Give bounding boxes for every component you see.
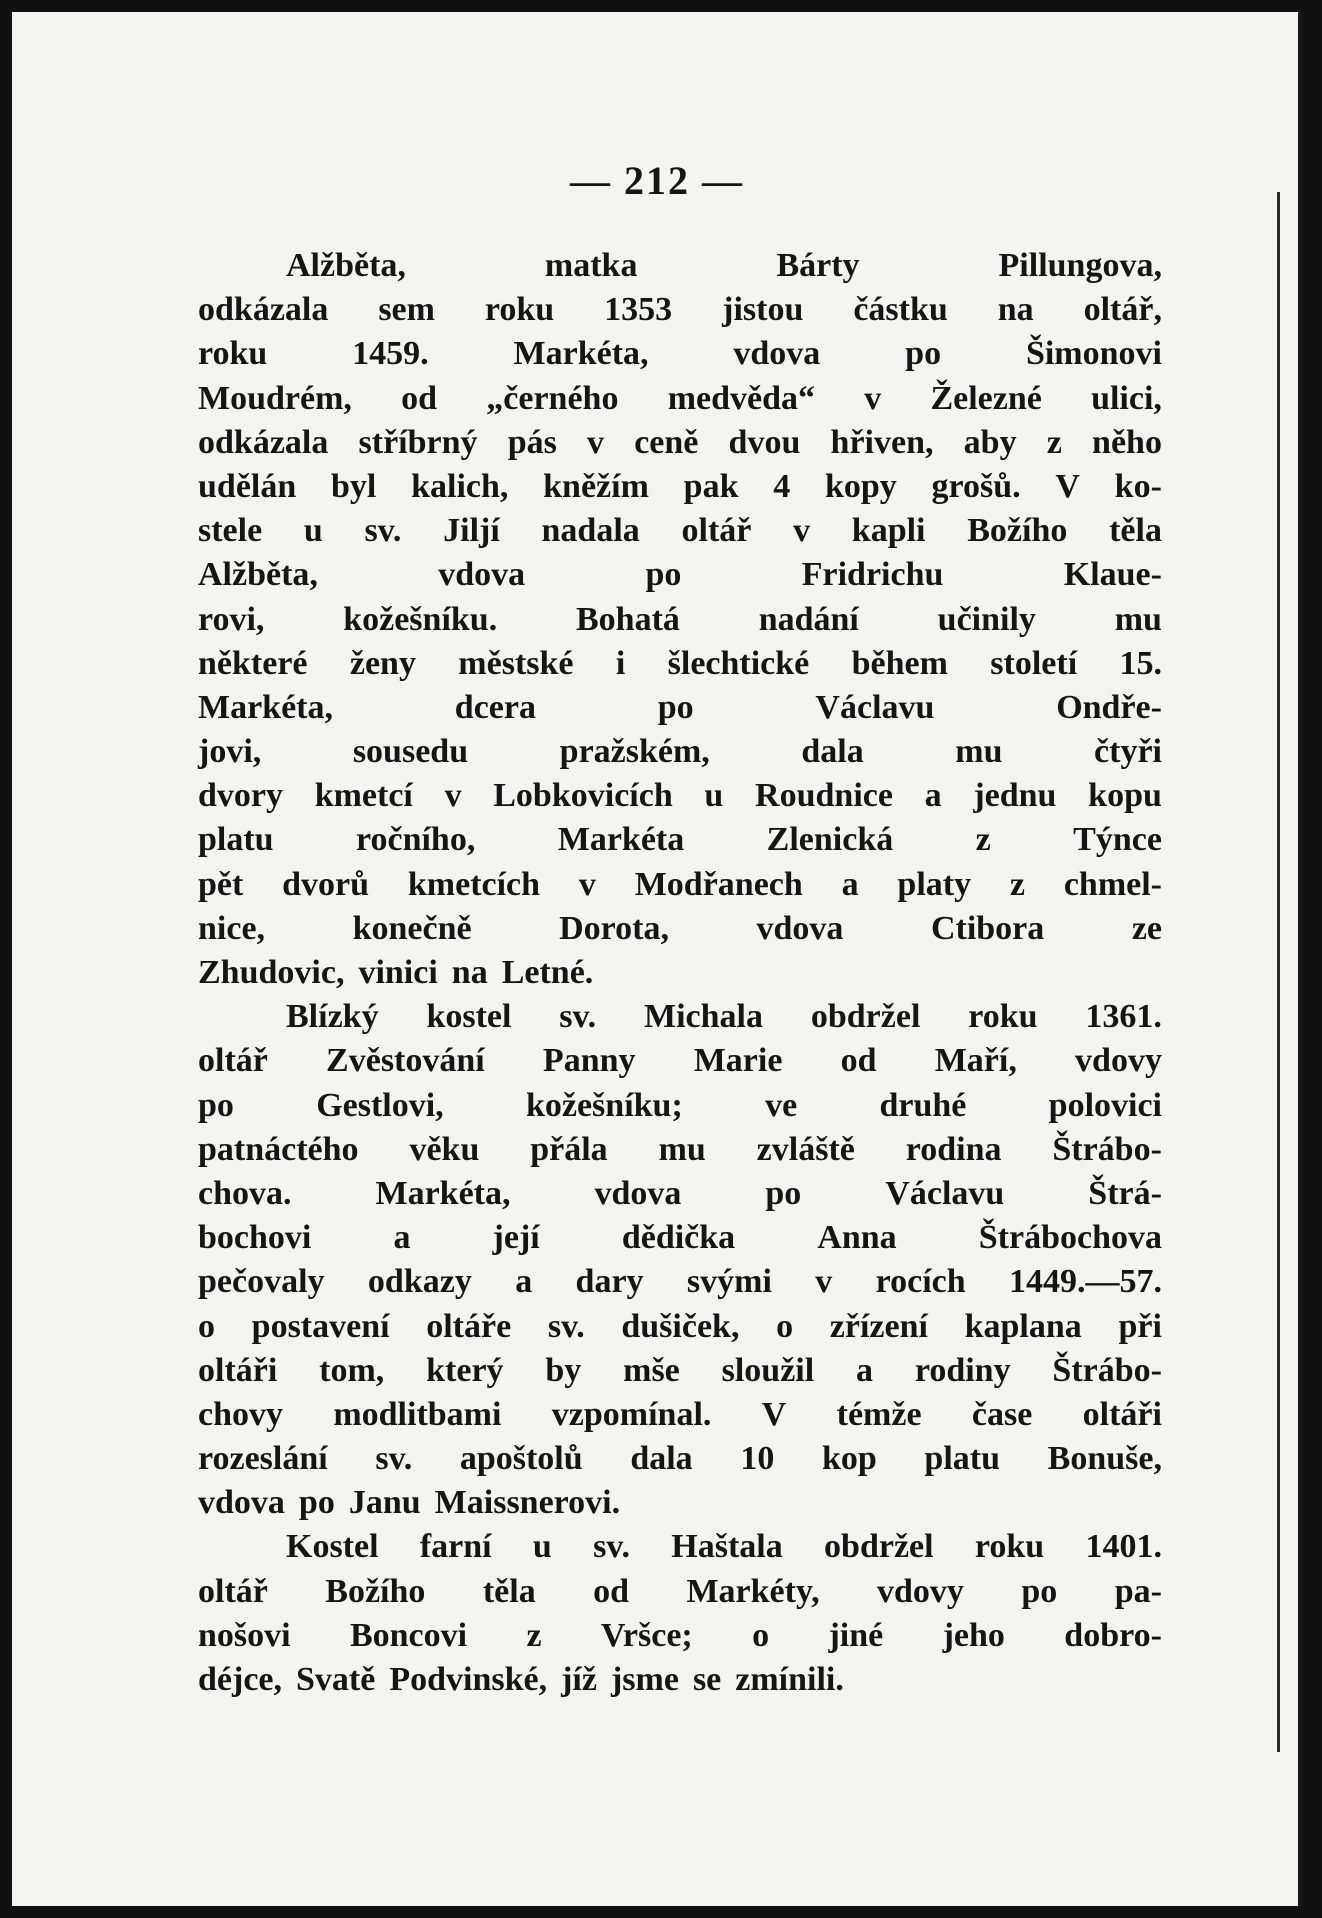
text-line: déjce, Svatě Podvinské, jíž jsme se zmínili. — [198, 1661, 844, 1698]
text-line: udělán byl kalich, kněžím pak 4 kopy grošů. V ko- — [198, 467, 1162, 505]
text-line: platu ročního, Markéta Zlenická z Týnce — [198, 821, 1162, 859]
text-line: chova. Markéta, vdova po Václavu Štrá- — [198, 1174, 1162, 1212]
text-line: nošovi Boncovi z Vršce; o jiné jeho dobro- — [198, 1616, 1162, 1654]
paragraph — [198, 995, 1162, 1525]
text-line: odkázala sem roku 1353 jistou částku na oltář, — [198, 291, 1162, 329]
paragraph — [198, 1525, 1162, 1702]
text-line: po Gestlovi, kožešníku; ve druhé polovici — [198, 1086, 1162, 1124]
text-line: patnáctého věku přála mu zvláště rodina Štrábo- — [198, 1130, 1162, 1168]
text-line: Zhudovic, vinici na Letné. — [198, 954, 594, 991]
text-line: dvory kmetcí v Lobkovicích u Roudnice a jednu kopu — [198, 777, 1162, 815]
text-line: o postavení oltáře sv. dušiček, o zřízení kaplana při — [198, 1307, 1162, 1345]
text-line: roku 1459. Markéta, vdova po Šimonovi — [198, 335, 1162, 373]
body-text — [198, 244, 1162, 1702]
page-edge-shadow — [1277, 192, 1280, 1752]
text-line: Alžběta, vdova po Fridrichu Klaue- — [198, 556, 1162, 594]
text-line: některé ženy městské i šlechtické během století 15. — [198, 644, 1162, 682]
text-line: stele u sv. Jiljí nadala oltář v kapli Božího těla — [198, 512, 1162, 550]
book-page — [12, 12, 1302, 1906]
page-number: — 212 — — [570, 158, 744, 203]
text-line: odkázala stříbrný pás v ceně dvou hřiven, aby z něho — [198, 423, 1162, 461]
paragraph — [198, 244, 1162, 995]
text-line: pečovaly odkazy a dary svými v rocích 1449.—57. — [198, 1263, 1162, 1301]
text-line: jovi, sousedu pražském, dala mu čtyři — [198, 733, 1162, 771]
text-line: Kostel farní u sv. Haštala obdržel roku 1401. — [286, 1528, 1162, 1566]
text-line: nice, konečně Dorota, vdova Ctibora ze — [198, 909, 1162, 947]
text-line: vdova po Janu Maissnerovi. — [198, 1484, 621, 1522]
text-line: oltář Zvěstování Panny Marie od Maří, vdovy — [198, 1042, 1162, 1080]
text-line: chovy modlitbami vzpomínal. V témže čase oltáři — [198, 1395, 1162, 1433]
text-line: bochovi a její dědička Anna Štrábochova — [198, 1219, 1162, 1257]
text-line: Markéta, dcera po Václavu Ondře- — [198, 688, 1162, 726]
text-line: oltář Božího těla od Markéty, vdovy po pa- — [198, 1572, 1162, 1610]
text-line: rovi, kožešníku. Bohatá nadání učinily mu — [198, 600, 1162, 638]
text-line: Alžběta, matka Bárty Pillungova, — [286, 247, 1162, 284]
text-line: Blízký kostel sv. Michala obdržel roku 1361. — [286, 998, 1162, 1036]
text-line: oltáři tom, který by mše sloužil a rodiny Štrábo- — [198, 1351, 1162, 1389]
text-line: pět dvorů kmetcích v Modřanech a platy z chmel- — [198, 865, 1162, 903]
text-line: Moudrém, od „černého medvěda“ v Železné ulici, — [198, 379, 1162, 417]
text-line: rozeslání sv. apoštolů dala 10 kop platu Bonuše, — [198, 1440, 1162, 1478]
